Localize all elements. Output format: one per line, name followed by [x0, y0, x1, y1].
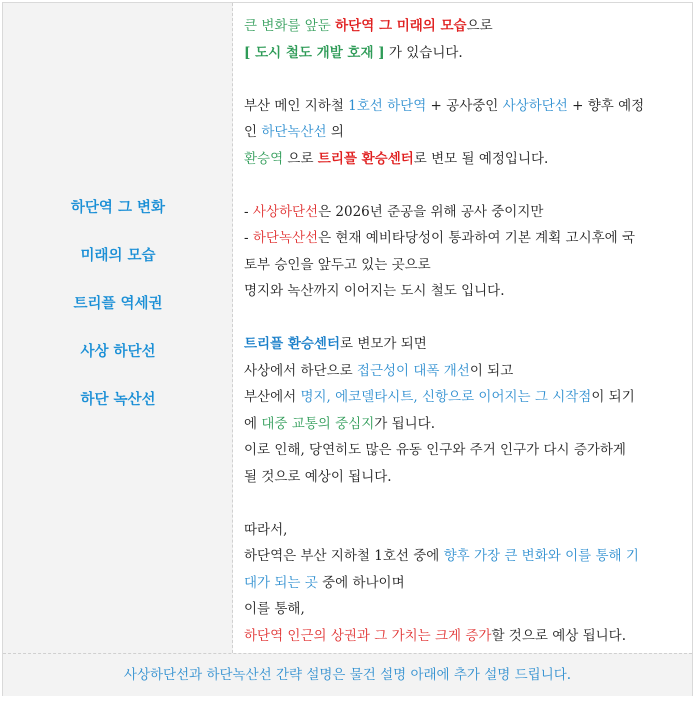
text: -	[244, 230, 253, 246]
highlight-blue: 트리플 환승센터	[244, 336, 340, 352]
text: 이 되고	[469, 362, 514, 379]
highlight-green: 환승역	[244, 150, 284, 167]
text: 은 2026년 준공을 위해 공사 중이지만	[318, 203, 544, 220]
text: 될 것으로 예상이 됩니다.	[244, 468, 392, 485]
footer-note: 사상하단선과 하단녹산선 간략 설명은 물건 설명 아래에 추가 설명 드립니다.	[3, 653, 692, 696]
highlight-blue: 하단녹산선	[261, 124, 327, 140]
highlight-red: 하단역 인근의 상권과 그 가치는 크게 증가	[244, 627, 492, 644]
text: 큰 변화를 앞둔	[244, 18, 336, 34]
text: 이를 통해,	[244, 601, 305, 617]
description-body	[244, 13, 684, 649]
menu-item-future: 미래의 모습	[80, 248, 156, 264]
highlight-blue: 대가 되는 곳	[244, 574, 318, 591]
text: 로 변모가 되면	[340, 336, 427, 352]
text: 인	[244, 124, 262, 140]
text: 이 되기	[591, 389, 635, 405]
highlight-red: 하단녹산선	[252, 230, 319, 246]
highlight-red: 사상하단선	[252, 203, 319, 220]
text: 부산 메인 지하철	[244, 97, 349, 114]
highlight-blue: 접근성이 대폭 개선	[356, 362, 470, 379]
text: 의	[326, 124, 344, 140]
highlight-green: 대중 교통의 중심지	[261, 415, 375, 432]
paragraph-4	[244, 331, 684, 490]
text: 로 변모 될 예정입니다.	[413, 150, 549, 167]
left-menu-list	[3, 196, 233, 436]
highlight-red: 트리플 환승센터	[317, 150, 414, 167]
text: 부산에서	[244, 389, 301, 405]
menu-item-sasang-hadan-line: 사상 하단선	[80, 344, 156, 360]
highlight-red: 하단역 그 미래의 모습	[335, 18, 467, 34]
menu-item-hadan-noksan-line: 하단 녹산선	[80, 392, 156, 408]
text: + 향후 예정	[567, 97, 645, 114]
text: + 공사중인	[426, 97, 503, 114]
text: 사상에서 하단으로	[244, 362, 357, 379]
left-menu-panel	[3, 3, 233, 653]
text: 할 것으로 예상 됩니다.	[491, 627, 626, 644]
text: 중에 하나이며	[317, 574, 405, 591]
highlight-blue: 향후 가장 큰 변화와 이를 통해 기	[443, 548, 639, 564]
text: -	[244, 203, 253, 220]
text: 가 있습니다.	[384, 44, 463, 61]
text: 따라서,	[244, 521, 288, 538]
text: 으로	[466, 18, 493, 34]
text: 토부 승인을 앞두고 있는 곳으로	[244, 256, 431, 273]
highlight-blue: 1호선 하단역	[348, 97, 427, 114]
text: 이로 인해, 당연히도 많은 유동 인구와 주거 인구가 다시 증가하게	[244, 442, 626, 458]
intro-line-1	[244, 13, 684, 40]
menu-item-change: 하단역 그 변화	[70, 200, 166, 216]
text: 하단역은 부산 지하철 1호선 중에	[244, 548, 444, 564]
highlight-green: [ 도시 철도 개발 호재 ]	[244, 44, 385, 61]
text: 으로	[283, 150, 318, 167]
paragraph-3	[244, 199, 684, 305]
paragraph-5	[244, 517, 684, 650]
text: 에	[244, 415, 262, 432]
menu-item-triple-station: 트리플 역세권	[73, 296, 163, 312]
text: 은 현재 예비타당성이 통과하여 기본 계획 고시후에 국	[318, 230, 636, 246]
intro-line-2	[244, 40, 684, 67]
text: 가 됩니다.	[374, 415, 436, 432]
text: 명지와 녹산까지 이어지는 도시 철도 입니다.	[244, 283, 505, 299]
highlight-blue: 명지, 에코델타시트, 신항으로 이어지는 그 시작점	[300, 389, 592, 405]
property-description-table	[2, 2, 693, 696]
paragraph-2	[244, 93, 684, 173]
highlight-blue: 사상하단선	[502, 97, 568, 114]
